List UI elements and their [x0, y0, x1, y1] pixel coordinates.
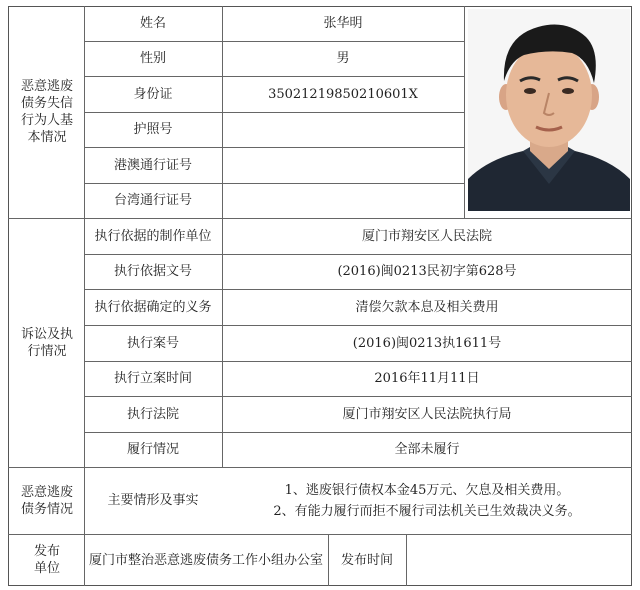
- lit-label-4: 执行立案时间: [113, 371, 192, 386]
- lit-label-0: 执行依据的制作单位: [94, 228, 212, 244]
- publish-time-value: [406, 534, 632, 586]
- lit-label-2: 执行依据确定的义务: [94, 299, 212, 315]
- lit-value-0: 厦门市翔安区人民法院: [361, 228, 492, 244]
- lit-value-4: 2016年11月11日: [374, 371, 480, 386]
- section-evasion-label: 恶意逃废债务情况: [20, 484, 73, 517]
- publish-unit-label: 发布单位: [33, 544, 60, 576]
- name-value: 张华明: [323, 16, 363, 31]
- lit-label-1: 执行依据文号: [113, 264, 192, 279]
- passport-label: 护照号: [133, 122, 173, 137]
- name-label: 姓名: [139, 16, 166, 31]
- passport-value: [222, 112, 464, 147]
- lit-label-3: 执行案号: [126, 335, 179, 351]
- lit-value-1: (2016)闽0213民初字第628号: [337, 264, 517, 279]
- hkmacau-label: 港澳通行证号: [113, 157, 192, 173]
- hkmacau-value: [222, 147, 464, 183]
- id-label: 身份证: [133, 86, 173, 102]
- publish-unit-value: 厦门市整治恶意逃废债务工作小组办公室: [88, 552, 323, 568]
- lit-value-2: 清偿欠款本息及相关费用: [355, 299, 499, 315]
- lit-label-6: 履行情况: [126, 442, 179, 457]
- fact-line: 1、逃废银行债权本金45万元、欠息及相关费用。: [284, 482, 570, 498]
- section-litigation-label: 诉讼及执行情况: [20, 326, 73, 359]
- facts-label: 主要情形及事实: [107, 493, 199, 508]
- lit-label-5: 执行法院: [126, 406, 179, 422]
- id-value: 35021219850210601X: [268, 86, 418, 102]
- person-photo-svg: [468, 9, 630, 211]
- taiwan-value: [222, 183, 464, 218]
- facts-value: [222, 467, 632, 534]
- section-basic-label: 恶意逃废债务失信行为人基本情况: [20, 79, 73, 145]
- lit-value-5: 厦门市翔安区人民法院执行局: [342, 406, 512, 422]
- lit-value-6: 全部未履行: [394, 442, 460, 457]
- taiwan-label: 台湾通行证号: [113, 193, 192, 208]
- fact-line: 2、有能力履行而拒不履行司法机关已生效裁决义务。: [273, 503, 581, 519]
- gender-value: 男: [336, 51, 350, 66]
- gender-label: 性别: [139, 51, 166, 66]
- lit-value-3: (2016)闽0213执1611号: [352, 335, 502, 351]
- publish-time-label: 发布时间: [340, 552, 393, 568]
- person-photo-icon: [468, 9, 630, 211]
